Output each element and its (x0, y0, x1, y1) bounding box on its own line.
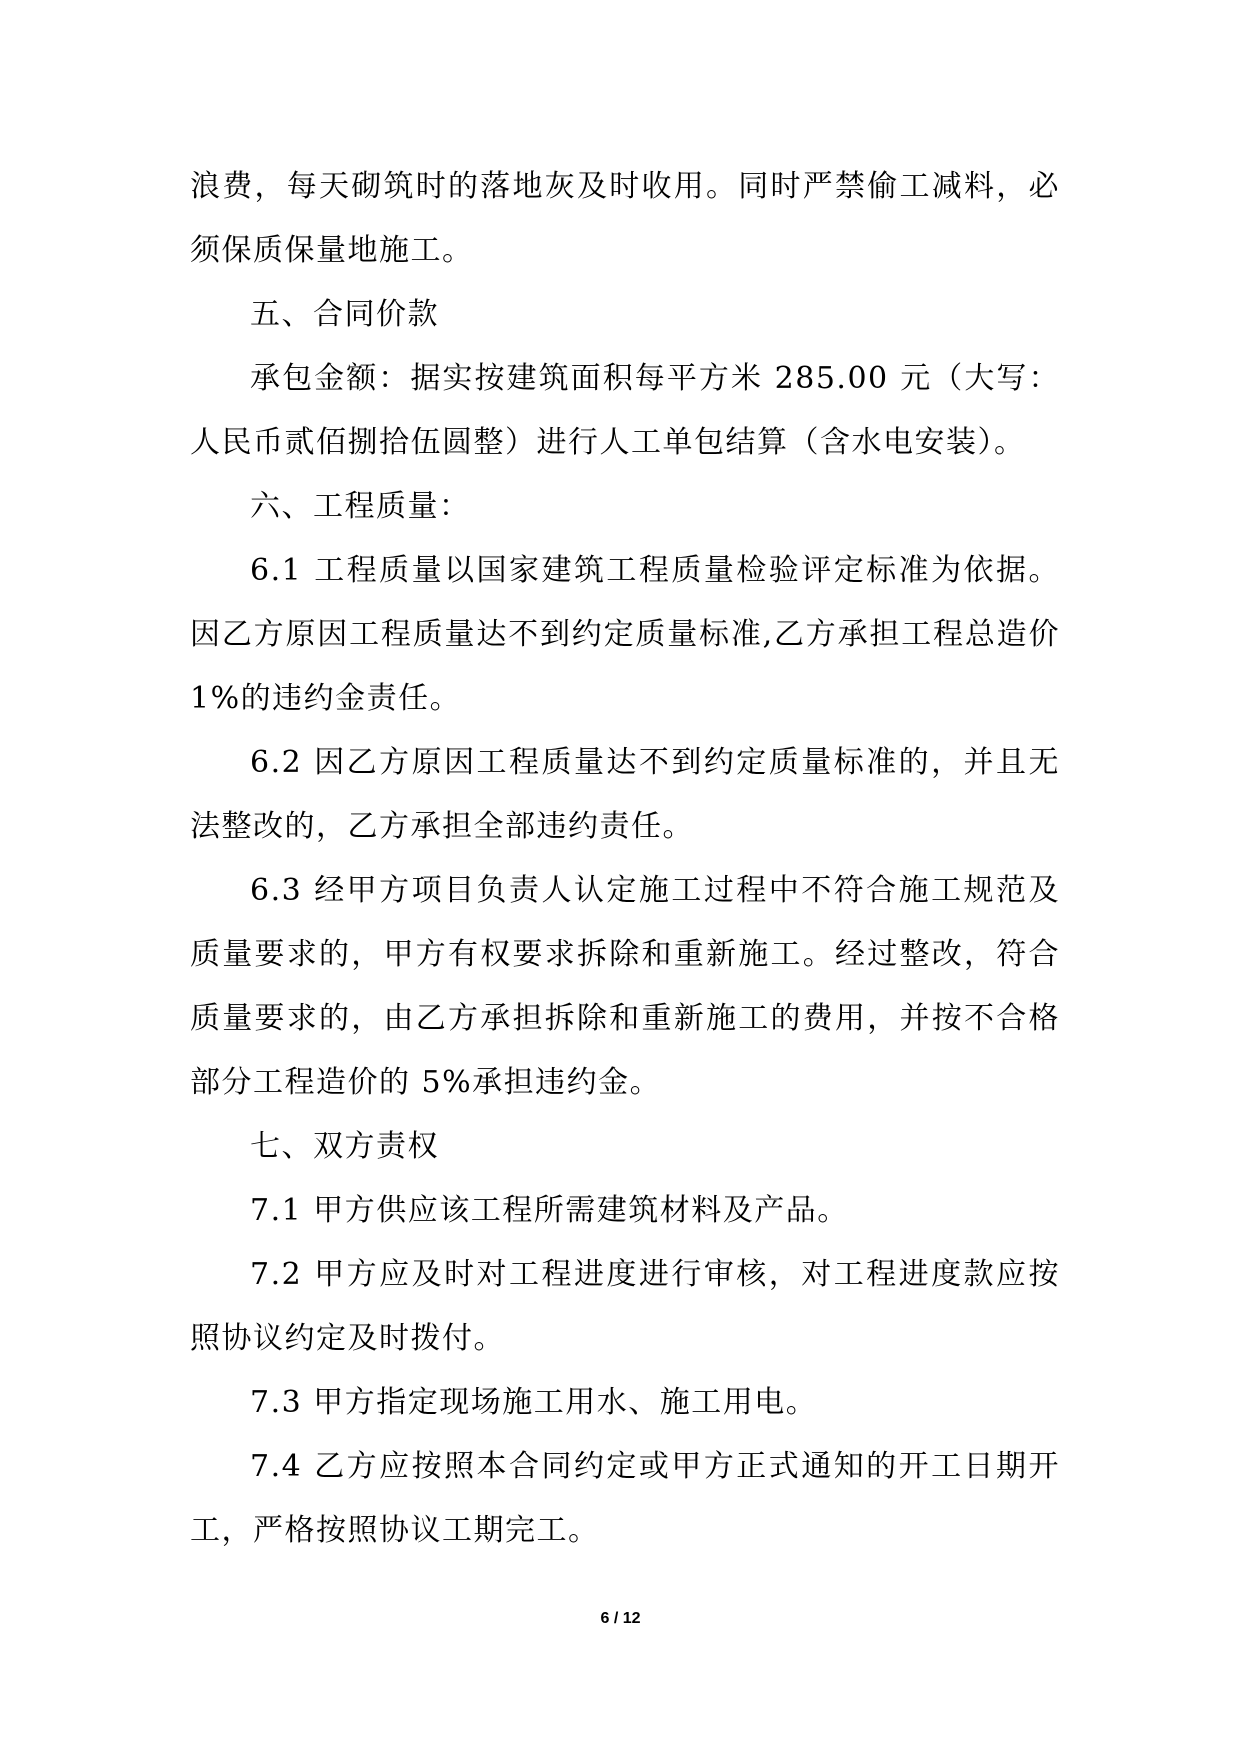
clause: 6.3 经甲方项目负责人认定施工过程中不符合施工规范及质量要求的，甲方有权要求拆除和重新施工。经过整改，符合质量要求的，由乙方承担拆除和重新施工的费用，并按不合格部分工程造价的 5%承担违约金。 (190, 873, 1060, 1100)
clause: 7.3 甲方指定现场施工用水、施工用电。 (250, 1385, 818, 1420)
clause: 7.4 乙方应按照本合同约定或甲方正式通知的开工日期开工，严格按照协议工期完工。 (190, 1449, 1060, 1548)
clause: 7.2 甲方应及时对工程进度进行审核，对工程进度款应按照协议约定及时拨付。 (190, 1257, 1060, 1356)
document-body (190, 155, 1060, 1563)
paragraph: 承包金额：据实按建筑面积每平方米 285.00 元（大写：人民币贰佰捌拾伍圆整）进行人工单包结算（含水电安装）。 (190, 361, 1060, 460)
clause: 6.1 工程质量以国家建筑工程质量检验评定标准为依据。因乙方原因工程质量达不到约定质量标准,乙方承担工程总造价 1%的违约金责任。 (190, 553, 1060, 716)
paragraph: 浪费，每天砌筑时的落地灰及时收用。同时严禁偷工减料，必须保质保量地施工。 (190, 169, 1060, 268)
page-number: 6 / 12 (600, 1610, 641, 1627)
section-heading: 七、双方责权 (250, 1129, 439, 1164)
clause: 6.2 因乙方原因工程质量达不到约定质量标准的，并且无法整改的，乙方承担全部违约责任。 (190, 745, 1060, 844)
section-heading: 五、合同价款 (250, 297, 439, 332)
clause: 7.1 甲方供应该工程所需建筑材料及产品。 (250, 1193, 849, 1228)
section-heading: 六、工程质量： (250, 489, 471, 524)
